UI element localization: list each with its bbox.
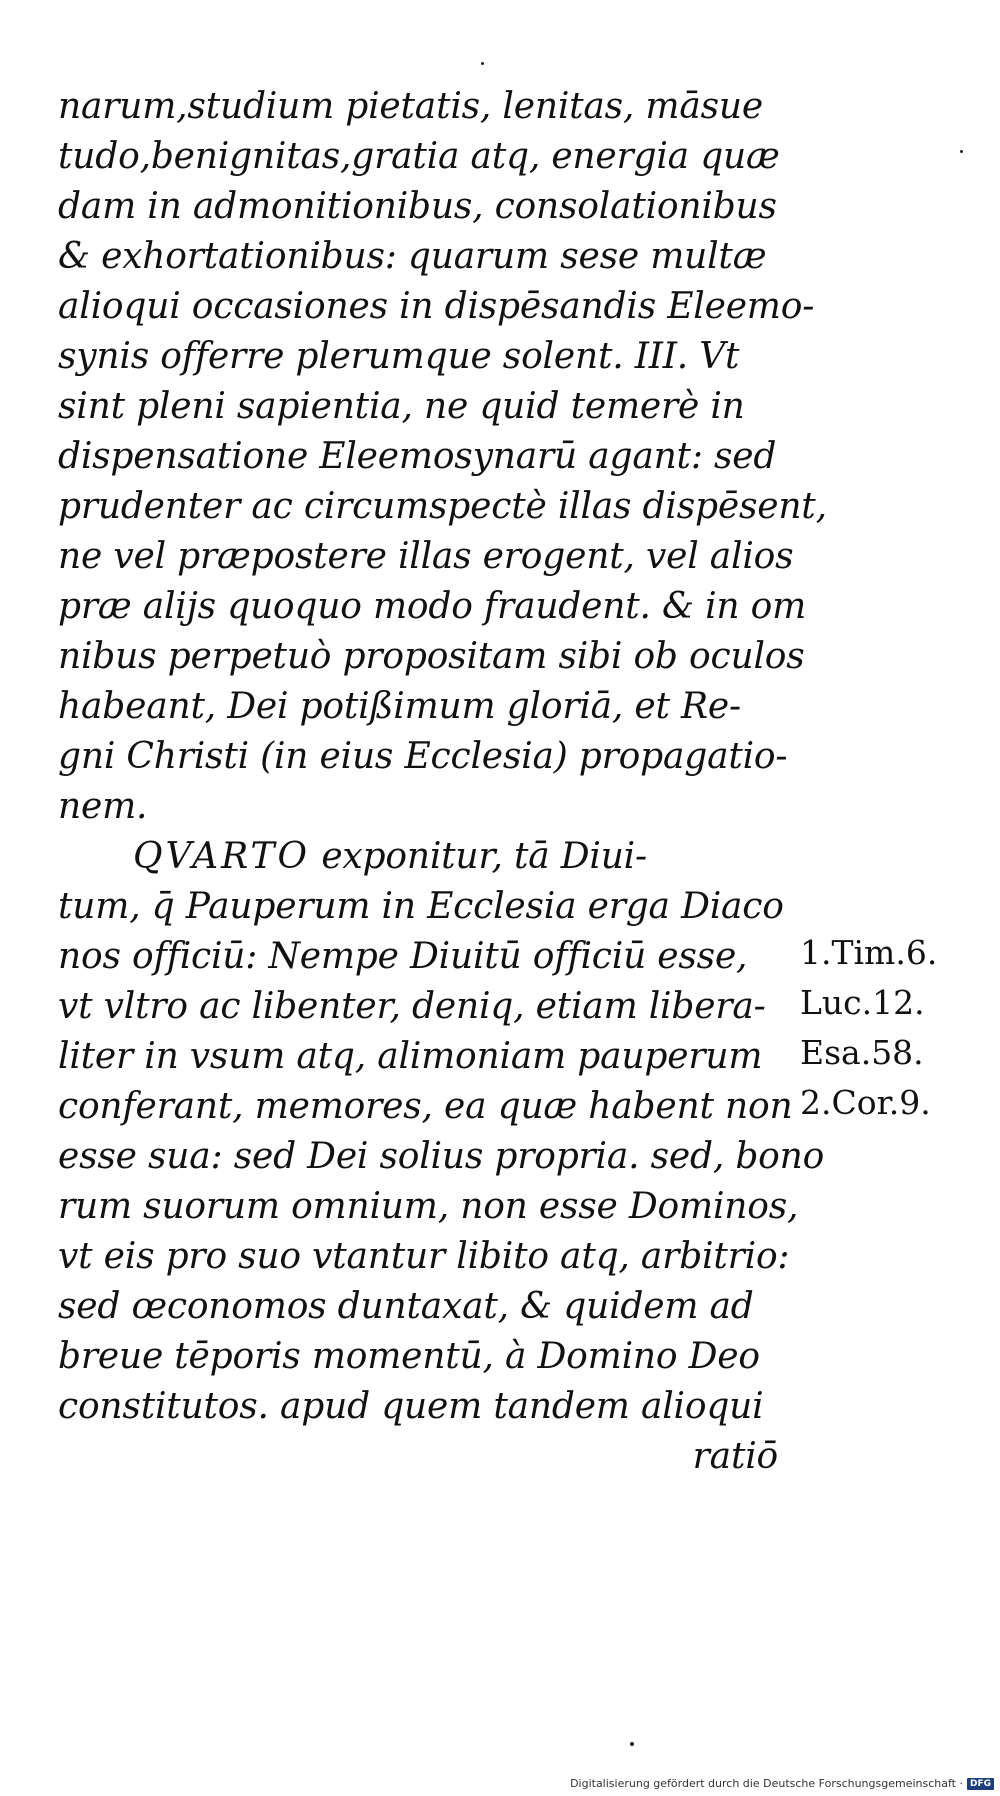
catchword: ratiō [692, 1436, 778, 1477]
text-line: esse sua: sed Dei solius propria. sed, bono [58, 1136, 825, 1177]
text-line: conferant, memores, ea quæ habent non [58, 1086, 793, 1127]
paragraph-initial-word: QVARTO [133, 836, 311, 877]
margin-references [800, 928, 990, 1128]
margin-note: Luc.12. [800, 983, 925, 1022]
paragraph-start-line [58, 832, 778, 882]
text-line: constitutos. apud quem tandem alioqui [58, 1386, 764, 1427]
footer-credit: Digitalisierung gefördert durch die Deutsche Forschungsgemeinschaft · [570, 1777, 963, 1790]
text-line: synis offerre plerumque solent. III. Vt [58, 336, 740, 377]
text-line: alioqui occasiones in dispēsandis Eleemo- [58, 286, 815, 327]
print-speck [630, 1742, 634, 1746]
main-text-block [58, 82, 827, 1482]
print-speck [481, 62, 484, 65]
text-line: nibus perpetuò propositam sibi ob oculos [58, 636, 805, 677]
text-line: liter in vsum atq, alimoniam pauperum [58, 1036, 763, 1077]
print-speck [960, 150, 963, 153]
text-line: tum, q̄ Pauperum in Ecclesia erga Diaco [58, 886, 784, 927]
margin-note: 1.Tim.6. [800, 933, 938, 972]
text-line: sint pleni sapientia, ne quid temerè in [58, 386, 745, 427]
text-line: habeant, Dei potißimum gloriā, et Re- [58, 686, 741, 727]
text-line: & exhortationibus: quarum sese multæ [58, 236, 767, 277]
text-line: ne vel præpostere illas erogent, vel alios [58, 536, 794, 577]
text-line: nem. [58, 786, 148, 827]
margin-note: Esa.58. [800, 1033, 924, 1072]
text-line: prudenter ac circumspectè illas dispēsent, [58, 486, 827, 527]
text-line: rum suorum omnium, non esse Dominos, [58, 1186, 799, 1227]
text-line: gni Christi (in eius Ecclesia) propagatio- [58, 736, 788, 777]
digitization-footer [570, 1776, 994, 1792]
text-fragment: exponitur, tā Diui- [310, 836, 647, 877]
text-line: nos officiū: Nempe Diuitū officiū esse, [58, 936, 748, 977]
text-line: vt eis pro suo vtantur libito atq, arbitrio: [58, 1236, 790, 1277]
text-line: sed œconomos duntaxat, & quidem ad [58, 1286, 754, 1327]
text-line: dispensatione Eleemosynarū agant: sed [58, 436, 777, 477]
text-line: dam in admonitionibus, consolationibus [58, 186, 777, 227]
text-line: præ alijs quoquo modo fraudent. & in om [58, 586, 807, 627]
text-line: vt vltro ac libenter, deniq, etiam libera- [58, 986, 766, 1027]
text-line: breue tēporis momentū, à Domino Deo [58, 1336, 760, 1377]
dfg-logo: DFG [967, 1778, 994, 1790]
margin-note: 2.Cor.9. [800, 1083, 931, 1122]
text-line: tudo,benignitas,gratia atq, energia quæ [58, 136, 780, 177]
text-line: narum,studium pietatis, lenitas, māsue [58, 86, 763, 127]
